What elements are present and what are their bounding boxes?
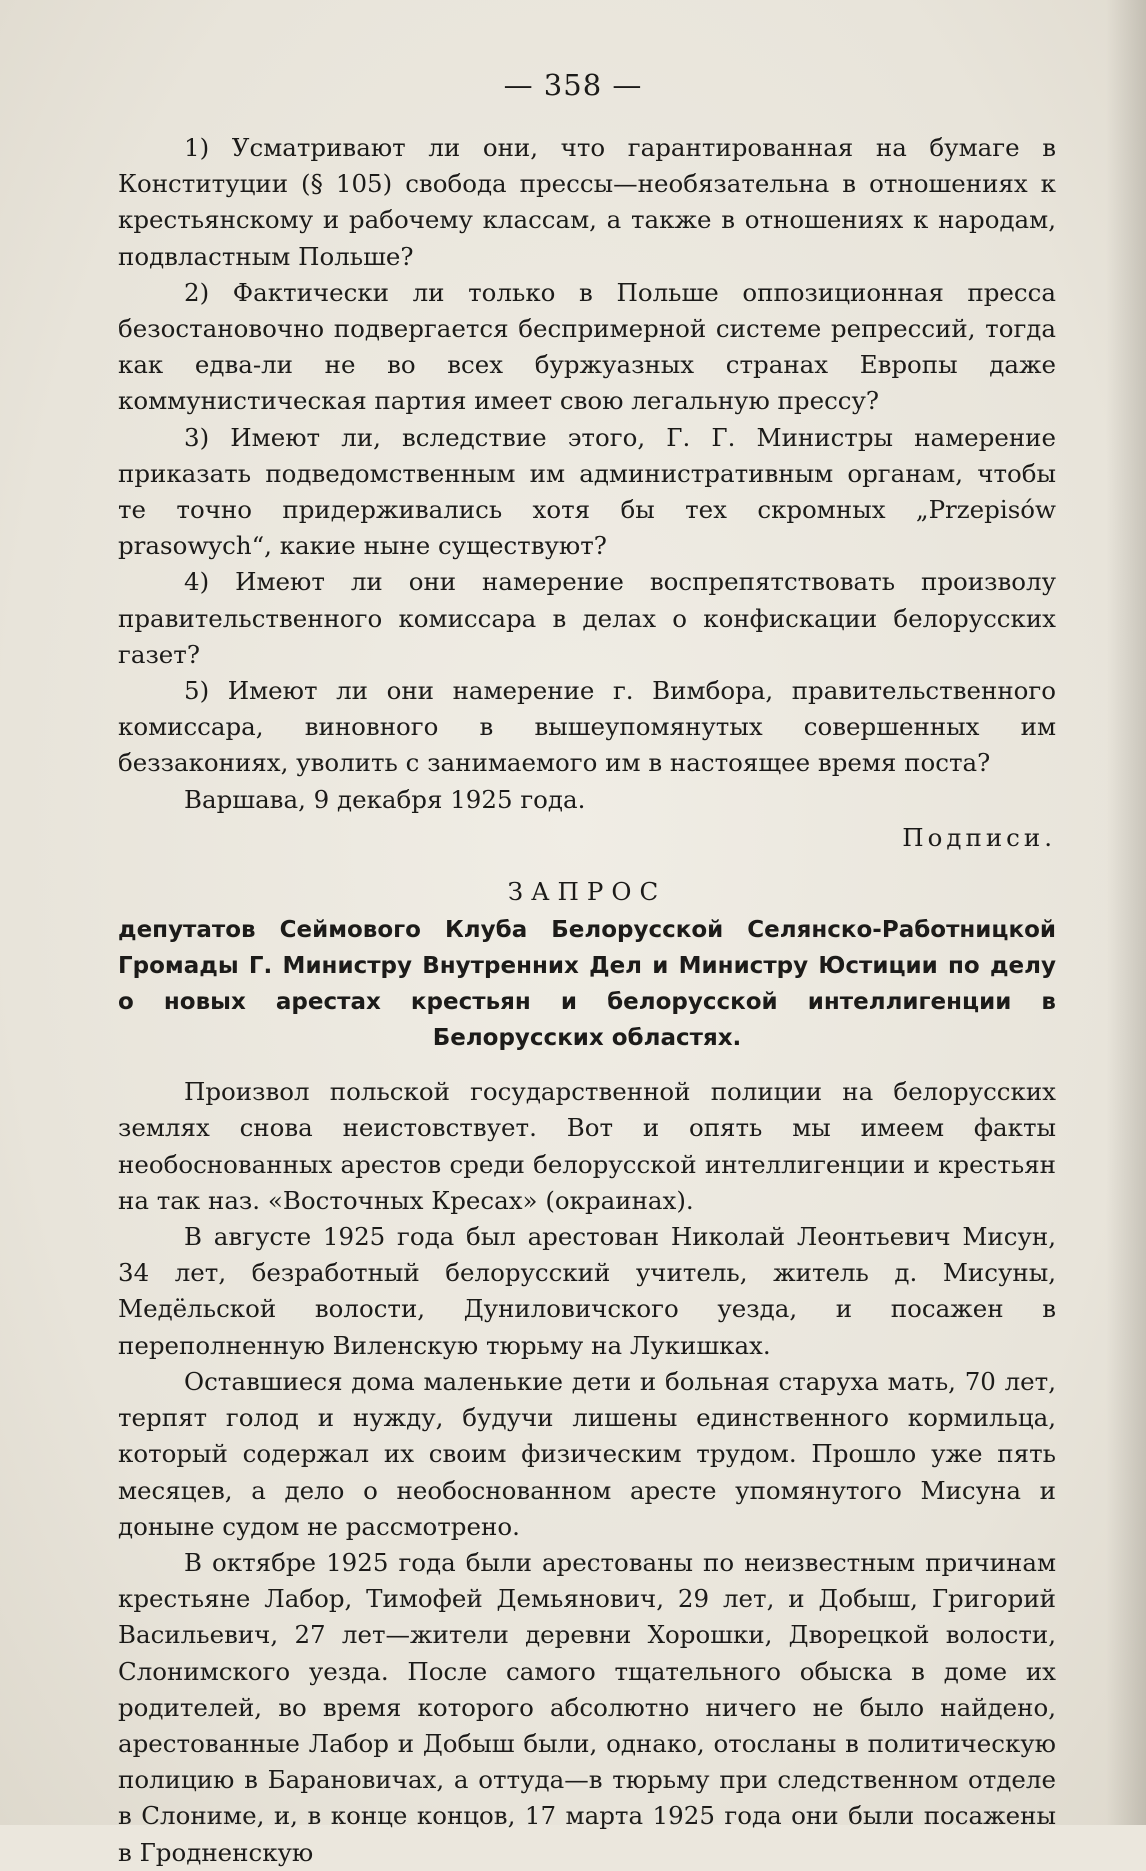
page-body (118, 130, 1056, 1871)
signatures-label: Подписи. (902, 822, 1056, 852)
page-number: — 358 — (503, 68, 643, 102)
section-subtitle: депутатов Сеймового Клуба Белорусской Селянско-Работницкой Громады Г. Министру Внутренних Дел и Министру Юстиции по делу о новых арестах крестьян и белорусской интеллигенции в Белорусских областях. (118, 917, 1056, 1052)
paragraph-body-1: Произвол польской государственной полиции на белорусских землях снова неистовствует. Вот и опять мы имеем факты необоснованных арестов среди белорусской интеллигенции и крестьян на так наз. «Восточных Кресах» (окраинах). (118, 1077, 1056, 1215)
paragraph-question-4: 4) Имеют ли они намерение воспрепятствовать произволу правительственного комиссара в делах о конфискации белорусских газет? (118, 567, 1056, 669)
paragraph-question-5: 5) Имеют ли они намерение г. Вимбора, правительственного комиссара, виновного в вышеупомянутых совершенных им беззакониях, уволить с занимаемого им в настоящее время поста? (118, 676, 1056, 778)
paragraph-question-2: 2) Фактически ли только в Польше оппозиционная пресса безостановочно подвергается беспримерной системе репрессий, тогда как едва-ли не во всех буржуазных странах Европы даже коммунистическая партия имеет свою легальную прессу? (118, 277, 1056, 416)
date-line: Варшава, 9 декабря 1925 года. (184, 784, 586, 814)
page-edge-shadow (1106, 0, 1146, 1825)
paragraph-body-4: В октябре 1925 года были арестованы по неизвестным причинам крестьяне Лабор, Тимофей Демьянович, 29 лет, и Добыш, Григорий Васильевич, 27 лет—жители деревни Хорошки, Дворецкой волости, Слонимского уезда. После самого тщательного обыска в доме их родителей, во время которого абсолютно ничего не было найдено, арестованные Лабор и Добыш были, однако, отосланы в политическую полицию в Барановичах, а оттуда—в тюрьму при следственном отделе в Слониме, и, в конце концов, 17 марта 1925 года они были посажены в Гродненскую (118, 1547, 1056, 1867)
section-title: ЗАПРОС (507, 877, 667, 907)
paragraph-body-3: Оставшиеся дома маленькие дети и больная старуха мать, 70 лет, терпят голод и нужду, будучи лишены единственного кормильца, который содержал их своим физическим трудом. Прошло уже пять месяцев, а дело о необоснованном аресте упомянутого Мисуна и доныне судом не рассмотрено. (118, 1366, 1056, 1541)
paragraph-question-1: 1) Усматривают ли они, что гарантированная на бумаге в Конституции (§ 105) свобода прессы—необязательна в отношениях к крестьянскому и рабочему классам, а также в отношениях к народам, подвластным Польше? (118, 133, 1056, 271)
paragraph-question-3: 3) Имеют ли, вследствие этого, Г. Г. Министры намерение приказать подведомственным им административным органам, чтобы те точно придерживались хотя бы тех скромных „Przepisów prasowych“, какие ныне существуют? (118, 422, 1056, 561)
paragraph-body-2: В августе 1925 года был арестован Николай Леонтьевич Мисун, 34 лет, безработный белорусский учитель, житель д. Мисуны, Медёльской волости, Дуниловичского уезда, и посажен в переполненную Виленскую тюрьму на Лукишках. (118, 1222, 1056, 1360)
